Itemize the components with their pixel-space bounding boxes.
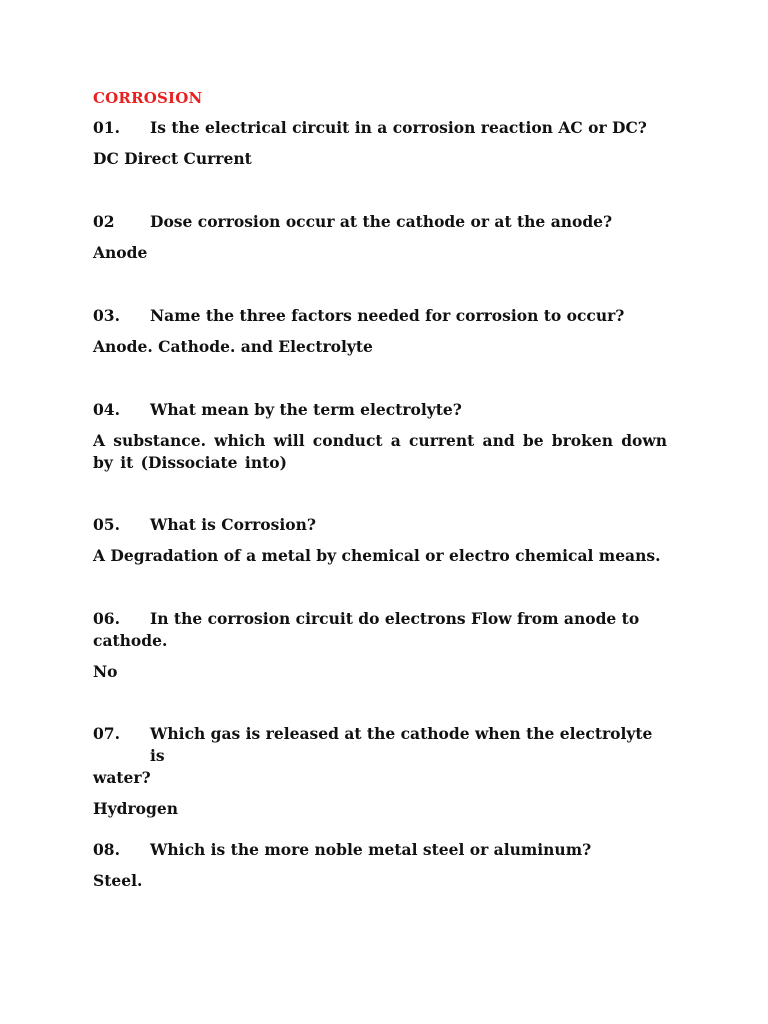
question-number: 05.	[93, 515, 120, 534]
answer-text: No	[93, 662, 118, 681]
question-number: 08.	[93, 840, 120, 859]
question-number: 01.	[93, 118, 120, 137]
answer-text: Hydrogen	[93, 799, 178, 818]
question-text: In the corrosion circuit do electrons Flow from anode to	[150, 609, 640, 628]
answer-text: Steel.	[93, 871, 143, 890]
question-text-continued: water?	[93, 768, 151, 787]
question-text-continued: cathode.	[93, 631, 168, 650]
answer-text: Anode. Cathode. and Electrolyte	[93, 337, 373, 356]
question	[93, 723, 667, 767]
question	[93, 211, 667, 233]
qa-item-05	[93, 514, 667, 567]
question-text: Dose corrosion occur at the cathode or at the anode?	[150, 212, 613, 231]
question-text: Is the electrical circuit in a corrosion reaction AC or DC?	[150, 118, 647, 137]
question-text: What is Corrosion?	[150, 515, 316, 534]
qa-item-07	[93, 723, 667, 820]
answer-text: A Degradation of a metal by chemical or electro chemical means.	[93, 546, 661, 565]
question-text: Name the three factors needed for corrosion to occur?	[150, 306, 625, 325]
qa-item-03	[93, 305, 667, 358]
question	[93, 839, 667, 861]
question	[93, 117, 667, 139]
question-text: Which gas is released at the cathode when the electrolyte is	[150, 724, 653, 765]
question-number: 06.	[93, 609, 120, 628]
question-text: Which is the more noble metal steel or aluminum?	[150, 840, 592, 859]
question	[93, 399, 667, 421]
question-text: What mean by the term electrolyte?	[150, 400, 462, 419]
qa-item-06	[93, 608, 667, 683]
qa-item-08	[93, 839, 667, 892]
question	[93, 608, 667, 630]
qa-item-01	[93, 117, 667, 170]
question-number: 07.	[93, 724, 120, 743]
qa-item-04	[93, 399, 667, 474]
question	[93, 305, 667, 327]
question-number: 04.	[93, 400, 120, 419]
question-number: 03.	[93, 306, 120, 325]
answer-text: Anode	[93, 243, 148, 262]
question-number: 02	[93, 212, 115, 231]
qa-item-02	[93, 211, 667, 264]
question	[93, 514, 667, 536]
answer-text: DC Direct Current	[93, 149, 252, 168]
document-title: CORROSION	[93, 89, 203, 107]
answer-text: A substance. which will conduct a current and be broken down by it (Dissociate into)	[93, 431, 667, 472]
